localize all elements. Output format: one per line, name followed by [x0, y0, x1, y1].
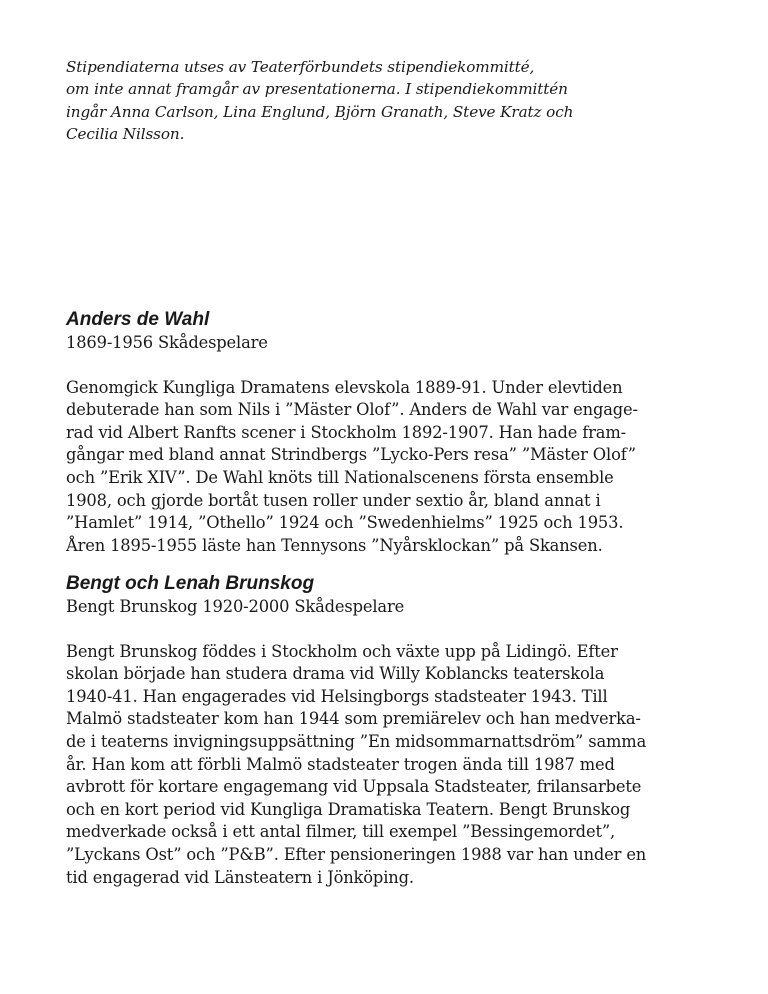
body-line: Åren 1895-1955 läste han Tennysons ”Nyårsklockan” på Skansen. — [66, 535, 603, 555]
body-line: debuterade han som Nils i ”Mäster Olof”. Anders de Wahl var engage- — [66, 400, 638, 420]
section-body — [66, 377, 638, 558]
body-line: tid engagerad vid Länsteatern i Jönköping. — [66, 867, 414, 887]
section-title: Bengt och Lenah Brunskog — [66, 573, 315, 594]
body-line: avbrott för kortare engagemang vid Uppsala Stadsteater, frilansarbete — [66, 777, 642, 797]
section-subtitle — [66, 596, 646, 619]
body-line: Genomgick Kungliga Dramatens elevskola 1889-91. Under elevtiden — [66, 377, 623, 397]
document-page — [66, 52, 716, 887]
section-subtitle — [66, 332, 638, 355]
body-line: medverkade också i ett antal filmer, till exempel ”Bessingemordet”, — [66, 822, 616, 842]
body-line: ”Hamlet” 1914, ”Othello” 1924 och ”Swedenhielms” 1925 och 1953. — [66, 513, 624, 533]
body-line: 1940-41. Han engagerades vid Helsingborgs stadsteater 1943. Till — [66, 686, 608, 706]
body-line: de i teaterns invigningsuppsättning ”En midsommarnattsdröm” samma — [66, 731, 647, 751]
body-line: rad vid Albert Ranfts scener i Stockholm 1892-1907. Han hade fram- — [66, 422, 626, 442]
subtitle-text: Bengt Brunskog 1920-2000 Skådespelare — [66, 597, 405, 616]
section-title: Anders de Wahl — [66, 309, 210, 330]
body-line: 1908, och gjorde bortåt tusen roller under sextio år, bland annat i — [66, 490, 601, 510]
body-line: gångar med bland annat Strindbergs ”Lycko-Pers resa” ”Mäster Olof” — [66, 445, 636, 465]
intro-line: Stipendiaterna utses av Teaterförbundets stipendiekommitté, — [66, 58, 535, 76]
body-line: ”Lyckans Ost” och ”P&B”. Efter pensioneringen 1988 var han under en — [66, 844, 647, 864]
body-line: och ”Erik XIV”. De Wahl knöts till Nationalscenens första ensemble — [66, 467, 614, 487]
section-bengt-och-lenah-brunskog — [66, 572, 646, 889]
body-line: Bengt Brunskog föddes i Stockholm och växte upp på Lidingö. Efter — [66, 641, 618, 661]
intro-paragraph — [66, 52, 716, 146]
intro-line: ingår Anna Carlson, Lina Englund, Björn Granath, Steve Kratz och — [66, 102, 574, 121]
body-line: och en kort period vid Kungliga Dramatiska Teatern. Bengt Brunskog — [66, 799, 631, 819]
intro-line: om inte annat framgår av presentationerna. I stipendiekommittén — [66, 80, 568, 99]
body-line: skolan började han studera drama vid Willy Koblancks teaterskola — [66, 664, 605, 684]
section-body — [66, 641, 646, 890]
subtitle-text: 1869-1956 Skådespelare — [66, 333, 268, 352]
intro-line: Cecilia Nilsson. — [66, 125, 185, 144]
section-anders-de-wahl — [66, 308, 638, 557]
body-line: år. Han kom att förbli Malmö stadsteater trogen ända till 1987 med — [66, 754, 615, 774]
body-line: Malmö stadsteater kom han 1944 som premiärelev och han medverka- — [66, 709, 641, 729]
